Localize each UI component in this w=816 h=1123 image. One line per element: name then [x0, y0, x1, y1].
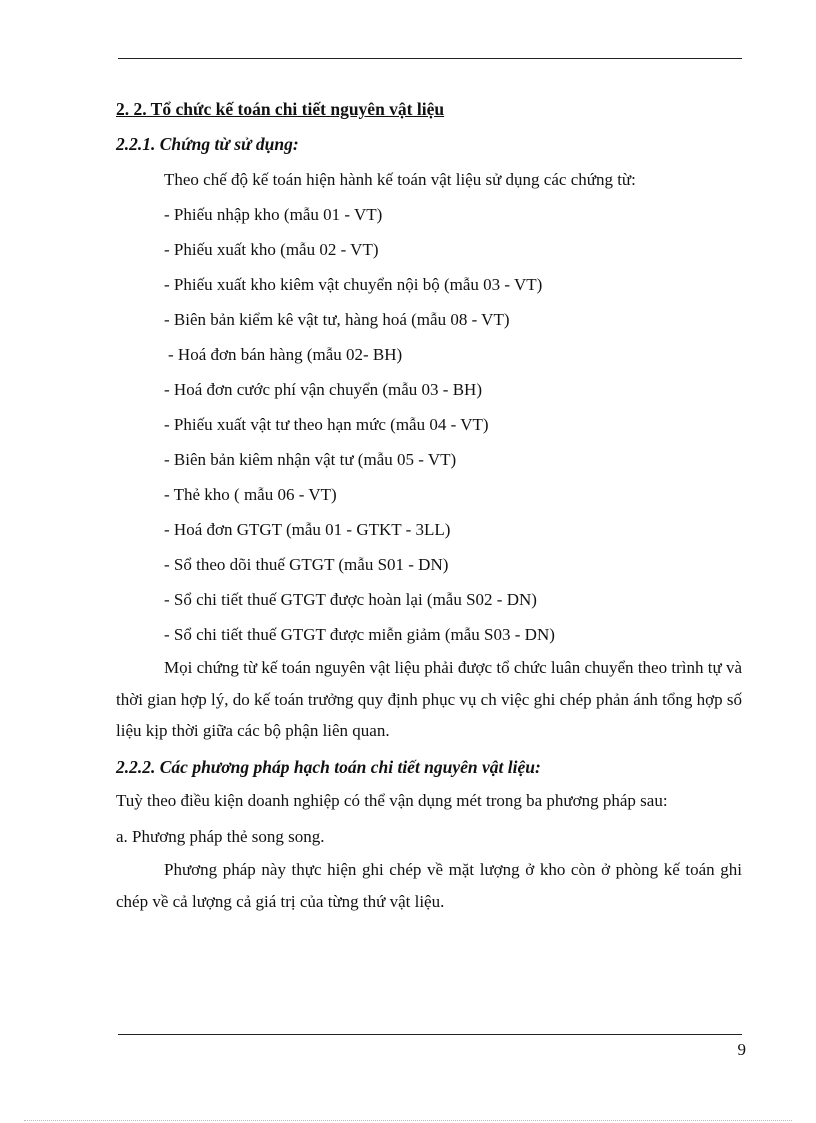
list-item: - Sổ theo dõi thuế GTGT (mẫu S01 - DN) — [164, 555, 449, 574]
list-item: - Phiếu xuất kho kiêm vật chuyển nội bộ (mẫu 03 - VT) — [164, 275, 543, 294]
list-item: - Hoá đơn cước phí vận chuyển (mẫu 03 - BH) — [164, 380, 482, 399]
list-item: - Hoá đơn GTGT (mẫu 01 - GTKT - 3LL) — [164, 520, 451, 539]
page-number: 9 — [737, 1040, 746, 1059]
section-heading: 2. 2. Tổ chức kế toán chi tiết nguyên vật liệu — [116, 99, 445, 119]
list-item: - Biên bản kiểm kê vật tư, hàng hoá (mẫu 08 - VT) — [164, 310, 510, 329]
list-item: - Phiếu xuất kho (mẫu 02 - VT) — [164, 240, 379, 259]
page-edge-dotted-line — [24, 1120, 792, 1121]
subsection-title-2-2-1: 2.2.1. Chứng từ sử dụng: — [116, 134, 299, 154]
footer-rule — [118, 1034, 742, 1035]
list-item: - Biên bản kiêm nhận vật tư (mẫu 05 - VT) — [164, 450, 457, 469]
list-item: - Phiếu xuất vật tư theo hạn mức (mẫu 04 - VT) — [164, 415, 489, 434]
list-item: - Hoá đơn bán hàng (mẫu 02- BH) — [168, 345, 403, 364]
documents-intro: Theo chế độ kế toán hiện hành kế toán vật liệu sử dụng các chứng từ: — [164, 170, 636, 189]
list-item: - Sổ chi tiết thuế GTGT được miễn giảm (mẫu S03 - DN) — [164, 625, 555, 644]
subsection-title-2-2-2: 2.2.2. Các phương pháp hạch toán chi tiết nguyên vật liệu: — [116, 756, 541, 777]
method-a-description: Phương pháp này thực hiện ghi chép về mặt lượng ở kho còn ở phòng kế toán ghi chép về cả lượng cả giá trị của từng thứ vật liệu. — [116, 860, 742, 911]
methods-intro-paragraph: Tuỳ theo điều kiện doanh nghiệp có thể vận dụng mét trong ba phương pháp sau: — [116, 790, 668, 810]
document-body — [116, 92, 742, 917]
method-a-title: a. Phương pháp thẻ song song. — [116, 827, 325, 846]
list-item: - Phiếu nhập kho (mẫu 01 - VT) — [164, 205, 383, 224]
header-rule — [118, 58, 742, 59]
list-item: - Thẻ kho ( mẫu 06 - VT) — [164, 485, 337, 504]
list-item: - Sổ chi tiết thuế GTGT được hoàn lại (mẫu S02 - DN) — [164, 590, 537, 609]
documents-closing-paragraph: Mọi chứng từ kế toán nguyên vật liệu phải được tổ chức luân chuyển theo trình tự và thời gian hợp lý, do kế toán trưởng quy định phục vụ ch việc ghi chép phản ánh tổng hợp số liệu kịp thời giữa các bộ phận liên quan. — [116, 658, 742, 740]
